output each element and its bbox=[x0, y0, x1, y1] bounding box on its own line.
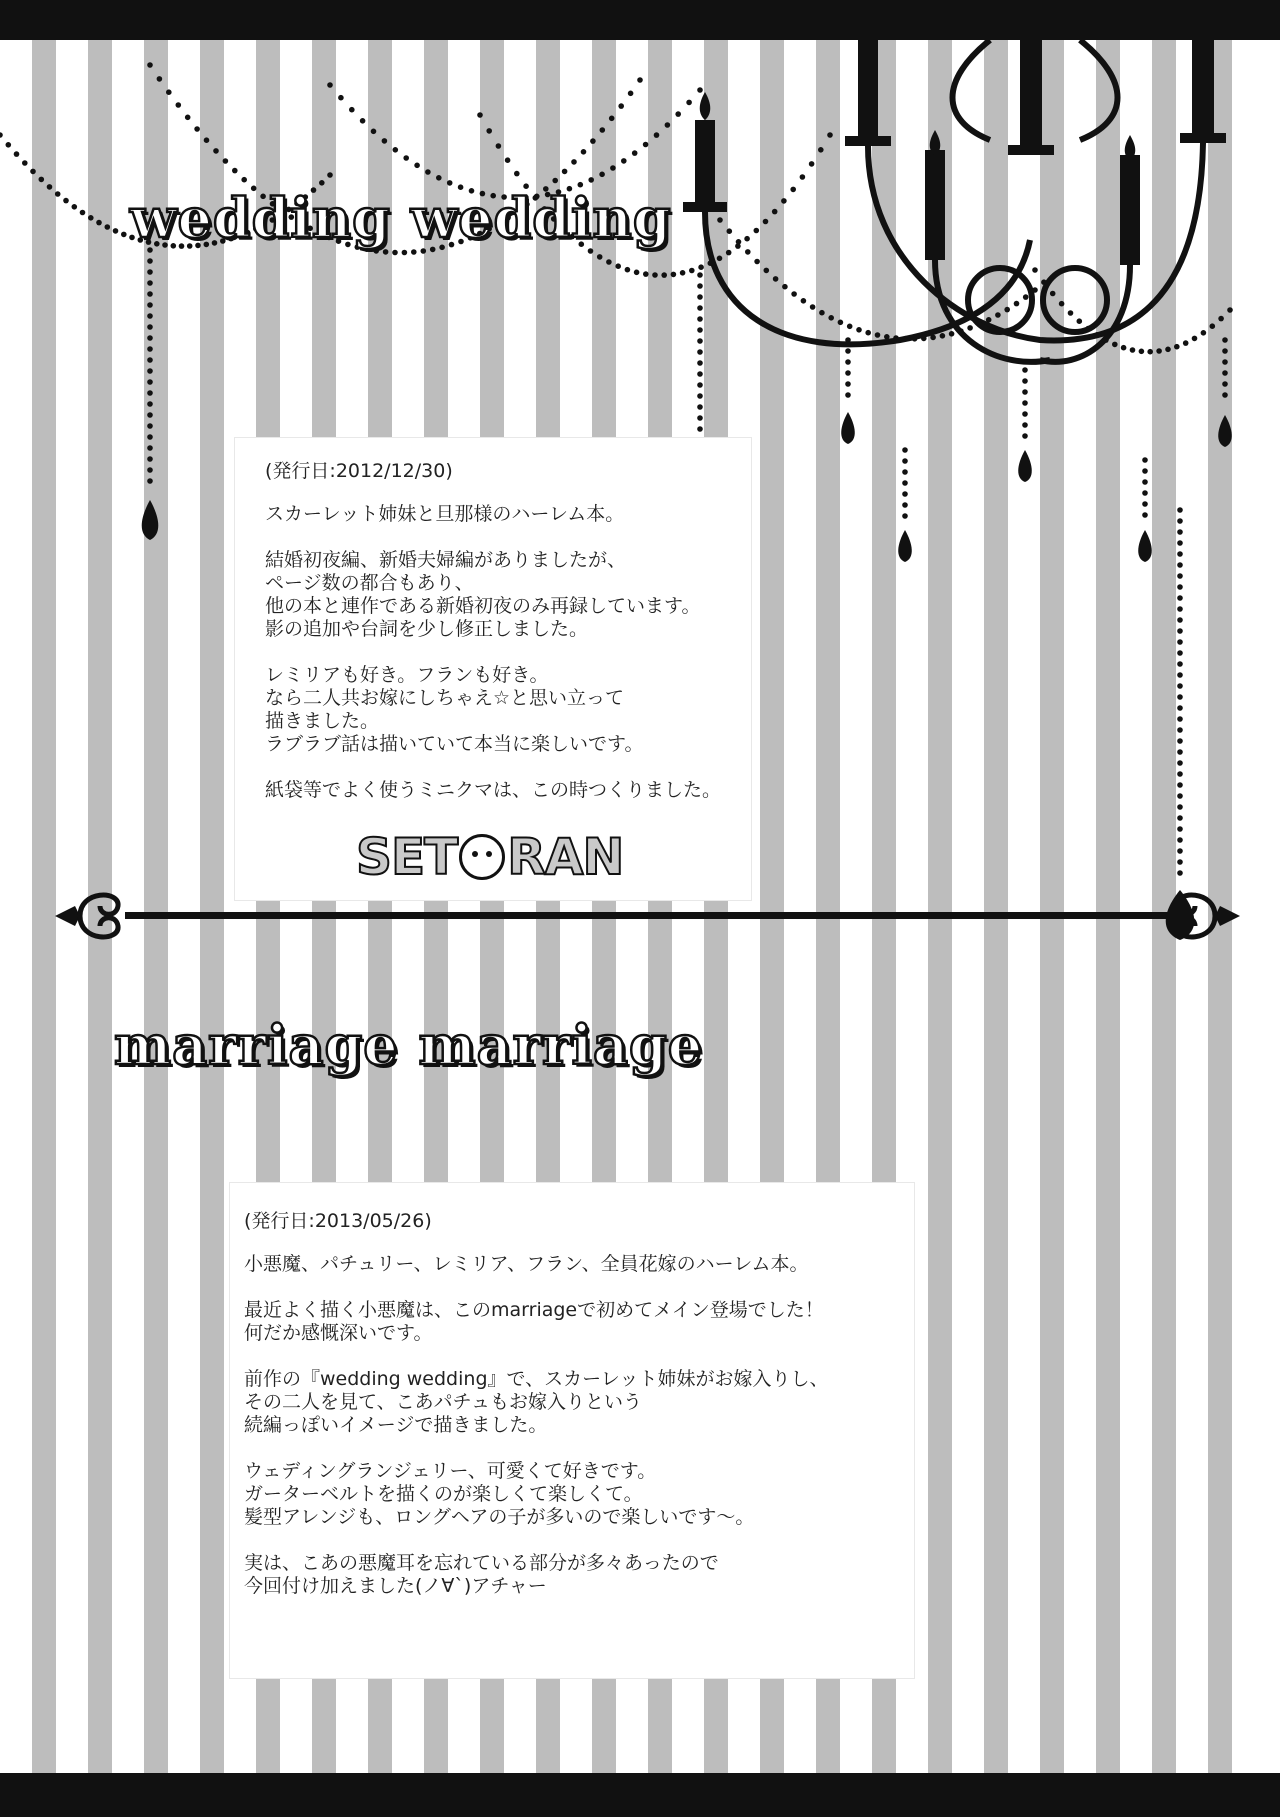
bead bbox=[147, 62, 153, 68]
bead bbox=[967, 325, 973, 331]
bead bbox=[223, 158, 229, 164]
bead bbox=[147, 335, 153, 341]
bead bbox=[349, 107, 355, 113]
bead bbox=[360, 118, 366, 124]
bead bbox=[327, 172, 333, 178]
bead bbox=[1174, 344, 1180, 350]
bead bbox=[686, 100, 692, 106]
bead bbox=[606, 259, 612, 265]
bear-face-icon bbox=[459, 834, 505, 880]
bead bbox=[781, 198, 787, 204]
bead bbox=[845, 359, 851, 365]
bead bbox=[14, 151, 20, 157]
bead bbox=[1142, 512, 1148, 518]
bead bbox=[634, 270, 640, 276]
bead bbox=[1177, 584, 1183, 590]
bead bbox=[697, 426, 703, 432]
bead bbox=[232, 168, 238, 174]
bead bbox=[147, 390, 153, 396]
bead bbox=[1177, 705, 1183, 711]
bead bbox=[902, 502, 908, 508]
bead bbox=[590, 138, 596, 144]
bead bbox=[1183, 340, 1189, 346]
bead bbox=[675, 111, 681, 117]
bead bbox=[1210, 323, 1216, 329]
bead bbox=[1177, 562, 1183, 568]
release-date: (発行日:2012/12/30) bbox=[265, 460, 453, 482]
bead bbox=[1227, 307, 1233, 313]
bead bbox=[1222, 392, 1228, 398]
bead bbox=[1177, 870, 1183, 876]
bead bbox=[818, 147, 824, 153]
bead bbox=[1022, 367, 1028, 373]
paragraph: 最近よく描く小悪魔は、このmarriageで初めてメイン登場でした！ 何だか感慨深いです。 bbox=[244, 1299, 824, 1344]
section-title-wedding: wedding wedding bbox=[130, 186, 672, 250]
bead bbox=[632, 150, 638, 156]
bead bbox=[1177, 606, 1183, 612]
bead bbox=[654, 132, 660, 138]
bead bbox=[1177, 683, 1183, 689]
bead bbox=[1121, 345, 1127, 351]
bead bbox=[6, 142, 12, 148]
bead bbox=[847, 324, 853, 330]
paragraph: 小悪魔、パチュリー、レミリア、フラン、全員花嫁のハーレム本。 bbox=[244, 1253, 809, 1275]
bead bbox=[447, 180, 453, 186]
bead bbox=[1023, 294, 1029, 300]
paragraph: 結婚初夜編、新婚夫婦編がありましたが、 ページ数の都合もあり、 他の本と連作である新婚初夜のみ再録しています。 影の追加や台詞を少し修正しました。 bbox=[265, 549, 701, 640]
bead bbox=[63, 198, 69, 204]
bead bbox=[1004, 307, 1010, 313]
bead bbox=[736, 239, 742, 245]
bead bbox=[1222, 359, 1228, 365]
bead bbox=[1177, 595, 1183, 601]
bead bbox=[772, 209, 778, 215]
bead bbox=[1022, 378, 1028, 384]
bead bbox=[403, 155, 409, 161]
bead bbox=[697, 283, 703, 289]
bead bbox=[744, 236, 750, 242]
bead bbox=[166, 89, 172, 95]
bead bbox=[902, 447, 908, 453]
bead bbox=[327, 82, 333, 88]
bead bbox=[865, 330, 871, 336]
bead bbox=[194, 126, 200, 132]
paragraph: 実は、こあの悪魔耳を忘れている部分が多々あったので 今回付け加えました(ノ∀`)アチャー bbox=[244, 1552, 719, 1597]
bead bbox=[1177, 815, 1183, 821]
bead bbox=[940, 333, 946, 339]
bead bbox=[1177, 639, 1183, 645]
bead bbox=[157, 76, 163, 82]
bead bbox=[1177, 848, 1183, 854]
bead bbox=[514, 171, 520, 177]
logo-text-start: SET bbox=[356, 828, 458, 886]
bead bbox=[827, 132, 833, 138]
bead bbox=[1142, 479, 1148, 485]
bead bbox=[1177, 793, 1183, 799]
release-date: (発行日:2013/05/26) bbox=[244, 1210, 432, 1232]
bead bbox=[661, 272, 667, 278]
bead bbox=[697, 327, 703, 333]
bead bbox=[425, 169, 431, 175]
bead bbox=[902, 480, 908, 486]
section-title-marriage: marriage marriage bbox=[114, 1013, 704, 1077]
bead bbox=[1177, 771, 1183, 777]
bead bbox=[1130, 347, 1136, 353]
bead bbox=[1022, 422, 1028, 428]
bead bbox=[782, 284, 788, 290]
bead bbox=[838, 320, 844, 326]
bead bbox=[697, 338, 703, 344]
bead bbox=[176, 102, 182, 108]
bead bbox=[105, 224, 111, 230]
bead bbox=[505, 157, 511, 163]
bead bbox=[698, 264, 704, 270]
bead bbox=[1022, 433, 1028, 439]
bead bbox=[411, 249, 417, 255]
bead bbox=[1147, 349, 1153, 355]
bead bbox=[39, 177, 45, 183]
bead bbox=[147, 357, 153, 363]
bead bbox=[1177, 694, 1183, 700]
logo-text-end: RAN bbox=[507, 828, 624, 886]
bead bbox=[600, 127, 606, 133]
bead bbox=[1142, 457, 1148, 463]
bead bbox=[754, 259, 760, 265]
bead bbox=[697, 415, 703, 421]
bead bbox=[902, 469, 908, 475]
bead bbox=[147, 346, 153, 352]
bead bbox=[147, 423, 153, 429]
bead bbox=[902, 491, 908, 497]
bead bbox=[1222, 348, 1228, 354]
paragraph: ウェディングランジェリー、可愛くて好きです。 ガーターベルトを描くのが楽しくて楽しくて。 髪型アレンジも、ロングヘアの子が多いので楽しいです〜。 bbox=[244, 1460, 755, 1528]
bead bbox=[809, 161, 815, 167]
bead bbox=[717, 217, 723, 223]
bead bbox=[147, 445, 153, 451]
bead bbox=[393, 147, 399, 153]
bead bbox=[856, 327, 862, 333]
bead bbox=[845, 370, 851, 376]
bead bbox=[1222, 370, 1228, 376]
bead bbox=[697, 393, 703, 399]
bead bbox=[828, 315, 834, 321]
bead bbox=[1068, 310, 1074, 316]
bead bbox=[1177, 573, 1183, 579]
bead bbox=[773, 276, 779, 282]
bead bbox=[80, 210, 86, 216]
bead bbox=[1177, 628, 1183, 634]
bead bbox=[1077, 318, 1083, 324]
bead bbox=[147, 269, 153, 275]
bead bbox=[147, 434, 153, 440]
bead bbox=[319, 180, 325, 186]
bead bbox=[1222, 381, 1228, 387]
bead bbox=[147, 368, 153, 374]
bead bbox=[1177, 826, 1183, 832]
bead bbox=[763, 219, 769, 225]
bead bbox=[147, 401, 153, 407]
bead bbox=[1177, 529, 1183, 535]
page bbox=[0, 40, 1280, 1773]
bead bbox=[55, 191, 61, 197]
bead bbox=[1142, 501, 1148, 507]
bead bbox=[610, 165, 616, 171]
bead bbox=[1014, 301, 1020, 307]
bead bbox=[562, 169, 568, 175]
bead bbox=[800, 174, 806, 180]
bead bbox=[1222, 337, 1228, 343]
bead bbox=[382, 138, 388, 144]
bead bbox=[697, 316, 703, 322]
bead bbox=[680, 270, 686, 276]
bead bbox=[1177, 716, 1183, 722]
bead bbox=[486, 128, 492, 134]
bead bbox=[72, 204, 78, 210]
bead bbox=[643, 271, 649, 277]
bead bbox=[727, 228, 733, 234]
bead bbox=[801, 298, 807, 304]
paragraph: 前作の『wedding wedding』で、スカーレット姉妹がお嫁入りし、 その二人を見て、こあパチュもお嫁入りという 続編っぽいイメージで描きました。 bbox=[244, 1368, 829, 1436]
bead bbox=[392, 250, 398, 256]
bead bbox=[754, 228, 760, 234]
bead bbox=[0, 132, 3, 138]
bead bbox=[147, 302, 153, 308]
bead bbox=[1177, 672, 1183, 678]
bead bbox=[581, 149, 587, 155]
bead bbox=[697, 382, 703, 388]
bead bbox=[745, 249, 751, 255]
bead bbox=[1022, 389, 1028, 395]
bead bbox=[819, 310, 825, 316]
bead bbox=[621, 158, 627, 164]
bead bbox=[615, 263, 621, 269]
bead bbox=[204, 137, 210, 143]
bead bbox=[1177, 859, 1183, 865]
bead bbox=[697, 371, 703, 377]
bead bbox=[1177, 760, 1183, 766]
bead bbox=[697, 349, 703, 355]
bead bbox=[791, 291, 797, 297]
bead bbox=[147, 258, 153, 264]
bead bbox=[671, 272, 677, 278]
bead bbox=[599, 172, 605, 178]
bead bbox=[588, 177, 594, 183]
bead bbox=[845, 392, 851, 398]
bead bbox=[1112, 342, 1118, 348]
bead bbox=[643, 142, 649, 148]
bead bbox=[764, 268, 770, 274]
bead bbox=[902, 458, 908, 464]
bead bbox=[637, 77, 643, 83]
bead bbox=[1177, 518, 1183, 524]
bead bbox=[1177, 540, 1183, 546]
bead bbox=[121, 232, 127, 238]
bead bbox=[1177, 738, 1183, 744]
bead bbox=[147, 280, 153, 286]
bead bbox=[845, 381, 851, 387]
bead bbox=[1059, 301, 1065, 307]
bead bbox=[571, 159, 577, 165]
bead bbox=[697, 294, 703, 300]
bead bbox=[1032, 267, 1038, 273]
bead bbox=[213, 148, 219, 154]
bead bbox=[1165, 347, 1171, 353]
bead bbox=[147, 456, 153, 462]
bead bbox=[1177, 782, 1183, 788]
bead bbox=[609, 116, 615, 122]
bead bbox=[1177, 650, 1183, 656]
bead bbox=[1022, 411, 1028, 417]
bead bbox=[665, 122, 671, 128]
bead bbox=[1050, 291, 1056, 297]
bead bbox=[618, 103, 624, 109]
bead bbox=[697, 305, 703, 311]
bead bbox=[697, 87, 703, 93]
bead bbox=[697, 360, 703, 366]
bead bbox=[1156, 348, 1162, 354]
bead bbox=[845, 348, 851, 354]
bead bbox=[147, 412, 153, 418]
bead bbox=[113, 228, 119, 234]
bead bbox=[1177, 749, 1183, 755]
bead bbox=[1022, 400, 1028, 406]
bead bbox=[185, 115, 191, 121]
bead bbox=[697, 272, 703, 278]
bead bbox=[949, 331, 955, 337]
bead bbox=[697, 404, 703, 410]
bead bbox=[147, 478, 153, 484]
bead bbox=[338, 95, 344, 101]
bead bbox=[597, 254, 603, 260]
bead bbox=[496, 143, 502, 149]
bead bbox=[1201, 330, 1207, 336]
bead bbox=[371, 129, 377, 135]
bead bbox=[402, 250, 408, 256]
bead bbox=[902, 513, 908, 519]
paragraph: レミリアも好き。フランも好き。 なら二人共お嫁にしちゃえ☆と思い立って 描きました。 ラブラブ話は描いていて本当に楽しいです。 bbox=[265, 664, 644, 755]
bead bbox=[726, 250, 732, 256]
bead bbox=[436, 175, 442, 181]
bead bbox=[96, 220, 102, 226]
bead bbox=[88, 215, 94, 221]
bead bbox=[22, 160, 28, 166]
bead bbox=[689, 268, 695, 274]
bead bbox=[1177, 804, 1183, 810]
bead bbox=[1177, 727, 1183, 733]
bead bbox=[652, 272, 658, 278]
bead bbox=[790, 187, 796, 193]
bead bbox=[1218, 316, 1224, 322]
bead bbox=[147, 324, 153, 330]
bead bbox=[995, 312, 1001, 318]
bead bbox=[147, 291, 153, 297]
bead bbox=[1142, 468, 1148, 474]
info-box-marriage bbox=[230, 1183, 914, 1678]
bead bbox=[1177, 617, 1183, 623]
bead bbox=[477, 112, 483, 118]
bead bbox=[552, 178, 558, 184]
bead bbox=[1139, 349, 1145, 355]
bead bbox=[810, 304, 816, 310]
bead bbox=[1192, 336, 1198, 342]
bead bbox=[1177, 551, 1183, 557]
bead bbox=[625, 267, 631, 273]
bead bbox=[717, 256, 723, 262]
bead bbox=[241, 177, 247, 183]
bead bbox=[628, 91, 634, 97]
bead bbox=[1177, 837, 1183, 843]
bead bbox=[147, 467, 153, 473]
bead bbox=[147, 313, 153, 319]
bead bbox=[875, 332, 881, 338]
bead bbox=[1177, 507, 1183, 513]
bead bbox=[1142, 490, 1148, 496]
bead bbox=[414, 163, 420, 169]
bead bbox=[1177, 661, 1183, 667]
bead bbox=[30, 169, 36, 175]
paragraph: スカーレット姉妹と旦那様のハーレム本。 bbox=[265, 503, 625, 525]
bead bbox=[147, 379, 153, 385]
paragraph: 紙袋等でよく使うミニクマは、この時つくりました。 bbox=[265, 779, 722, 801]
setoran-logo bbox=[356, 825, 636, 889]
bead bbox=[47, 184, 53, 190]
